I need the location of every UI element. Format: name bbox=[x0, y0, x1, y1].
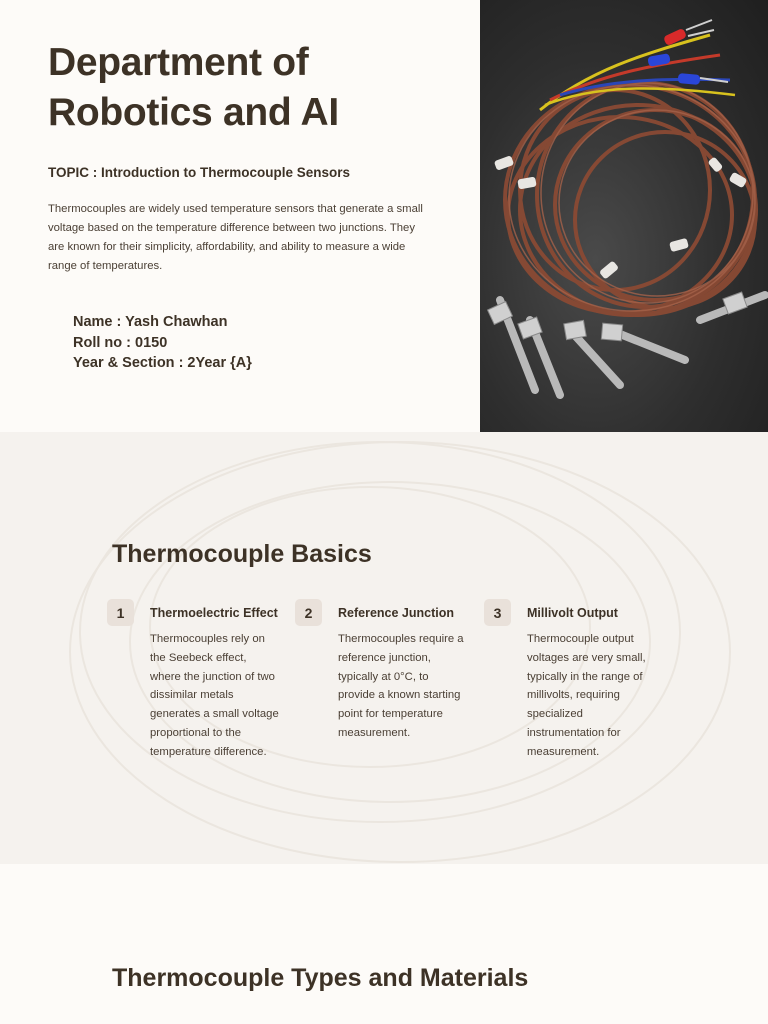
basics-slide bbox=[0, 432, 768, 864]
step-number-badge: 3 bbox=[484, 599, 511, 626]
types-slide bbox=[0, 864, 768, 1024]
department-title: Department of Robotics and AI bbox=[48, 41, 339, 134]
thermocouple-photo bbox=[480, 0, 768, 432]
year-section: Year & Section : 2Year {A} bbox=[73, 355, 252, 371]
basics-title: Thermocouple Basics bbox=[112, 540, 372, 568]
thermocouple-cables-illustration bbox=[480, 0, 768, 432]
step-description: Thermocouples rely on the Seebeck effect, where the junction of two dissimilar metals generates a small voltage proportional to the temperature difference. bbox=[150, 633, 279, 758]
title-content bbox=[48, 38, 448, 276]
types-title: Thermocouple Types and Materials bbox=[112, 964, 529, 992]
step-number-badge: 2 bbox=[295, 599, 322, 626]
topic-heading: TOPIC : Introduction to Thermocouple Sensors bbox=[48, 165, 351, 180]
step-description: Thermocouple output voltages are very small, typically in the range of millivolts, requiring specialized instrumentation for measurement. bbox=[527, 633, 646, 758]
step-heading: Thermoelectric Effect bbox=[150, 606, 278, 620]
step-heading: Millivolt Output bbox=[527, 606, 618, 620]
intro-paragraph: Thermocouples are widely used temperature sensors that generate a small voltage based on the temperature difference between two junctions. They are known for their simplicity, affordability, and ability to measure a wide range of temperatures. bbox=[48, 203, 423, 272]
step-number-badge: 1 bbox=[107, 599, 134, 626]
student-info bbox=[73, 312, 252, 374]
step-heading: Reference Junction bbox=[338, 606, 455, 620]
step-description: Thermocouples require a reference junction, typically at 0°C, to provide a known starting point for temperature measurement. bbox=[338, 633, 464, 739]
title-slide bbox=[0, 0, 768, 432]
roll-number: Roll no : 0150 bbox=[73, 334, 168, 351]
student-name: Name : Yash Chawhan bbox=[73, 314, 228, 330]
